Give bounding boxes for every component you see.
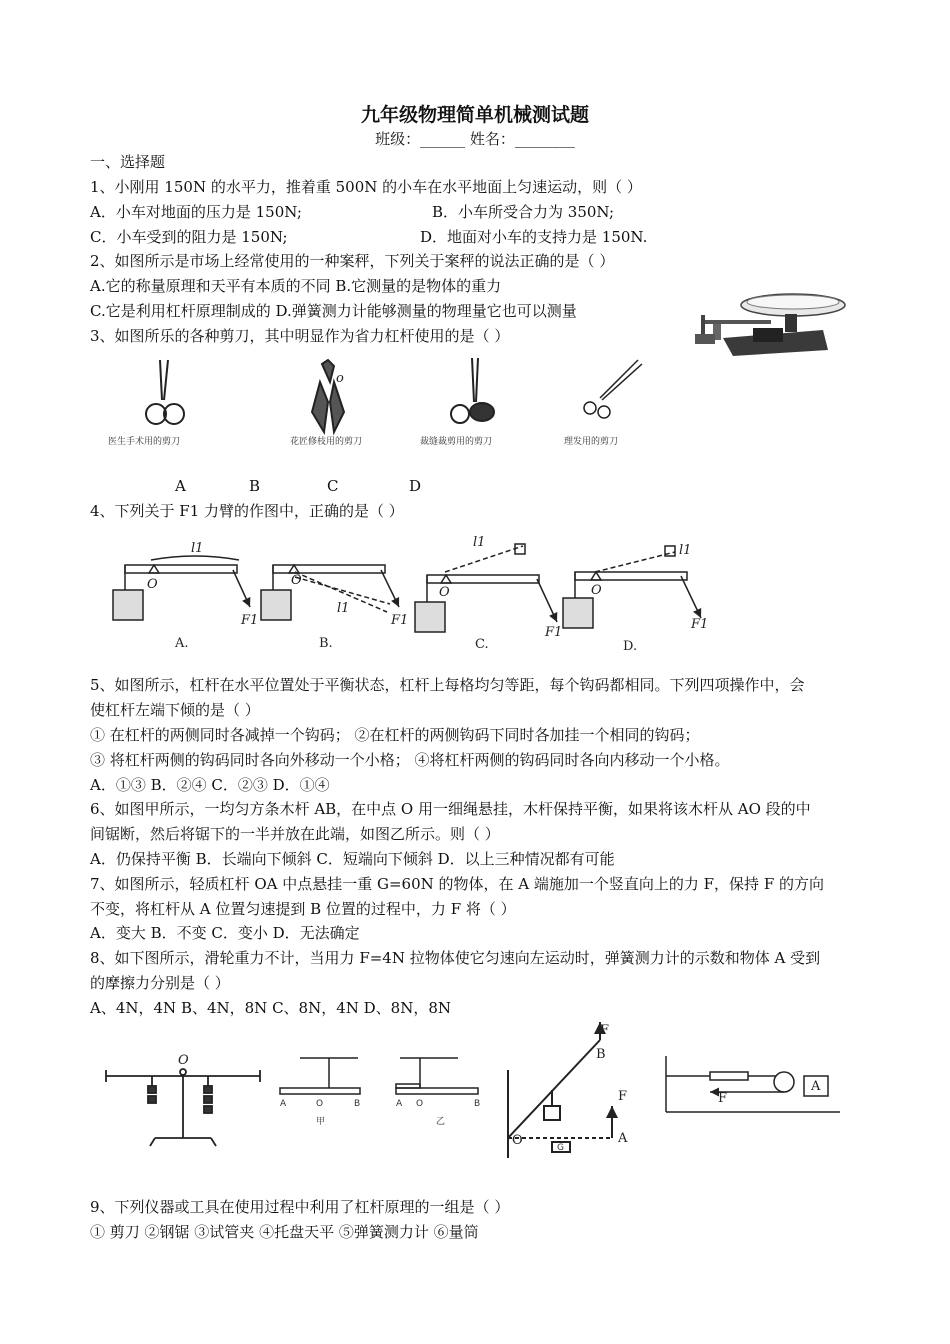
q7-force-label-right: F — [618, 1089, 628, 1104]
q3-option-b: B — [249, 477, 261, 495]
q4c-arm-label: l1 — [473, 535, 486, 550]
q1-option-a: A．小车对地面的压力是 150N; — [90, 203, 302, 221]
q7-stem-1: 7、如图所示，轻质杠杆 OA 中点悬挂一重 G=60N 的物体，在 A 端施加一个竖直向上的力 F，保持 F 的方向 — [90, 875, 825, 893]
q5-stem-2: 使杠杆左端下倾的是（ ） — [90, 701, 260, 719]
counter-scale-image — [693, 290, 848, 362]
q5-stem-1: 5、如图所示，杠杆在水平位置处于平衡状态，杠杆上每格均匀等距，每个钩码都相同。下列四项操作中，会 — [90, 676, 805, 694]
q3-caption-4: 理发用的剪刀 — [564, 437, 619, 447]
q8-stem-2: 的摩擦力分别是（ ） — [90, 974, 230, 992]
tailor-scissors-icon — [451, 358, 494, 423]
q5-operations-1: ① 在杠杆的两侧同时各减掉一个钩码； ②在杠杆的两侧钩码下同时各加挂一个相同的钩码； — [90, 726, 700, 744]
hair-scissors-icon — [584, 360, 642, 418]
q4c-force-label: F1 — [545, 625, 563, 640]
q4a-pivot-label: O — [147, 577, 158, 592]
q4-label-a: A. — [175, 636, 189, 651]
section-heading: 一、选择题 — [90, 153, 166, 171]
q5-operations-2: ③ 将杠杆两侧的钩码同时各向外移动一个小格； ④将杠杆两侧的钩码同时各向内移动一个小格。 — [90, 751, 730, 769]
q3-option-c: C — [327, 477, 339, 495]
q3-option-a: A — [175, 477, 186, 495]
q2-options-cd: C.它是利用杠杆原理制成的 D.弹簧测力计能够测量的物理量它也可以测量 — [90, 302, 577, 320]
q5-lever — [106, 1069, 260, 1146]
q4d-force-label: F1 — [691, 617, 709, 632]
q2-options-ab: A.它的称量原理和天平有本质的不同 B.它测量的是物体的重力 — [90, 277, 502, 295]
q6-rod-jia — [280, 1058, 360, 1094]
q6-jia-caption: 甲 — [316, 1117, 326, 1127]
q4-label-c: C. — [475, 637, 489, 652]
q3-option-d: D — [409, 477, 422, 495]
q4b-pivot-label: O — [291, 573, 302, 588]
q7-stem-2: 不变，将杠杆从 A 位置匀速提到 B 位置的过程中，力 F 将（ ） — [90, 900, 516, 918]
q7-b-label: B — [596, 1047, 606, 1062]
q6-jia-o: O — [316, 1099, 324, 1109]
q6-stem-1: 6、如图甲所示，一均匀方条木杆 AB，在中点 O 用一细绳悬挂，木杆保持平衡，如果将该木杆从 AO 段的中 — [90, 800, 811, 818]
q4b-arm-label: l1 — [337, 601, 350, 616]
q3-caption-2: 花匠修枝用的剪刀 — [290, 437, 363, 447]
q7-options: A．变大 B．不变 C．变小 D．无法确定 — [90, 924, 360, 942]
q2-stem: 2、如图所示是市场上经常使用的一种案秤，下列关于案秤的说法正确的是（ ） — [90, 252, 615, 270]
q3-stem: 3、如图所乐的各种剪刀，其中明显作为省力杠杆使用的是（ ） — [90, 327, 510, 345]
q1-option-c: C．小车受到的阻力是 150N; — [90, 228, 288, 246]
q9-stem: 9、下列仪器或工具在使用过程中利用了杠杆原理的一组是（ ） — [90, 1198, 510, 1216]
q5-q8-figure-row — [100, 1020, 845, 1165]
q6-yi-caption: 乙 — [436, 1117, 446, 1127]
q5-pivot-label: O — [178, 1053, 189, 1068]
q8-options: A、4N，4N B、4N，8N C、8N，4N D、8N，8N — [90, 999, 452, 1017]
q4d-pivot-label: O — [591, 583, 602, 598]
q4-label-b: B. — [319, 636, 333, 651]
class-name-line: 班级：______ 姓名：________ — [375, 130, 575, 148]
q4-label-d: D. — [623, 639, 638, 654]
q3-caption-3: 裁缝裁剪用的剪刀 — [420, 437, 493, 447]
q6-rod-yi — [396, 1058, 478, 1094]
q4b-force-label: F1 — [391, 613, 409, 628]
q7-a-label: A — [618, 1131, 628, 1146]
q8-force-label: F — [718, 1091, 728, 1106]
q6-options: A．仍保持平衡 B．长端向下倾斜 C．短端向下倾斜 D．以上三种情况都有可能 — [90, 850, 615, 868]
q8-stem-1: 8、如下图所示，滑轮重力不计，当用力 F=4N 拉物体使它匀速向左运动时，弹簧测力计的示数和物体 A 受到 — [90, 949, 821, 967]
q9-options: ① 剪刀 ②钢锯 ③试管夹 ④托盘天平 ⑤弹簧测力计 ⑥量筒 — [90, 1223, 479, 1241]
q7-force-label-top: F — [600, 1023, 610, 1038]
page-title: 九年级物理简单机械测试题 — [360, 104, 589, 126]
q7-lever — [508, 1022, 612, 1158]
q4c-pivot-label: O — [439, 585, 450, 600]
q1-stem: 1、小刚用 150N 的水平力，推着重 500N 的小车在水平地面上匀速运动，则（ ） — [90, 178, 642, 196]
q1-option-d: D．地面对小车的支持力是 150N. — [420, 228, 648, 246]
q6-yi-b: B — [474, 1099, 481, 1109]
q6-yi-a: A — [396, 1099, 403, 1109]
svg-text:o: o — [336, 371, 344, 386]
q3-caption-1: 医生手术用的剪刀 — [108, 437, 181, 447]
q6-yi-o: O — [416, 1099, 424, 1109]
q6-jia-b: B — [354, 1099, 361, 1109]
q7-g-label: G — [557, 1143, 564, 1153]
q1-option-b: B．小车所受合力为 350N; — [432, 203, 615, 221]
q6-stem-2: 间锯断，然后将锯下的一半并放在此端，如图乙所示。则（ ） — [90, 825, 500, 843]
q8-block-label: A — [811, 1079, 821, 1094]
q4d-arm-label: l1 — [679, 543, 692, 558]
q6-jia-a: A — [280, 1099, 287, 1109]
q5-options: A．①③ B．②④ C．②③ D．①④ — [90, 776, 330, 794]
lever-arm-figure — [105, 532, 715, 657]
q4-stem: 4、下列关于 F1 力臂的作图中，正确的是（ ） — [90, 502, 404, 520]
q7-o-label: O — [512, 1133, 523, 1148]
scissors-figure — [90, 352, 650, 460]
q4a-force-label: F1 — [241, 613, 259, 628]
q4a-arm-label: l1 — [191, 541, 204, 556]
surgical-scissors-icon — [146, 360, 184, 424]
